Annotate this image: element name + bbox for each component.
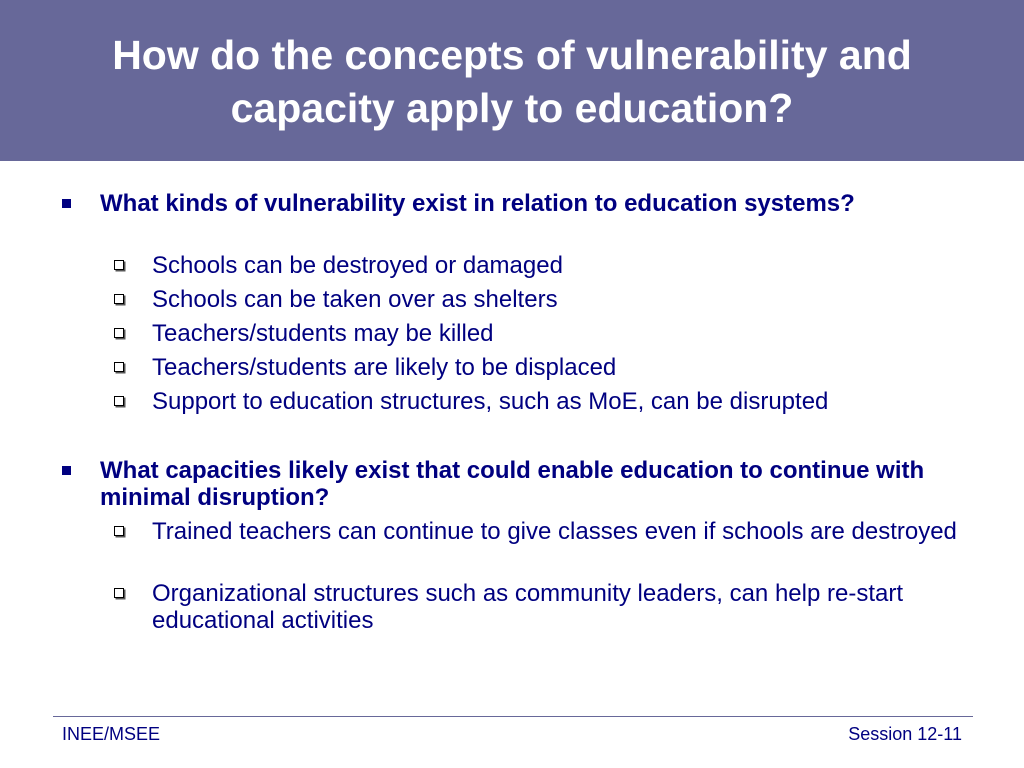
sub-bullet-text: Teachers/students are likely to be displaced <box>152 354 617 381</box>
checkbox-bullet-icon <box>114 328 124 338</box>
checkbox-bullet-icon <box>114 294 124 304</box>
checkbox-bullet-icon <box>114 526 124 536</box>
square-bullet-icon <box>62 199 71 208</box>
bullet-text: What capacities likely exist that could enable education to continue with minimal disruption? <box>100 457 925 511</box>
footer-divider <box>53 716 973 717</box>
checkbox-bullet-icon <box>114 260 124 270</box>
sub-bullet-text: Organizational structures such as community leaders, can help re-start educational activities <box>152 580 903 634</box>
sub-bullet-text: Schools can be taken over as shelters <box>152 286 558 313</box>
sub-bullet-text: Support to education structures, such as MoE, can be disrupted <box>152 388 829 415</box>
sub-bullet-text: Teachers/students may be killed <box>152 320 494 347</box>
slide-title: How do the concepts of vulnerability and capacity apply to education? <box>112 31 912 131</box>
checkbox-bullet-icon <box>114 588 124 598</box>
footer-source: INEE/MSEE <box>62 724 161 744</box>
bullet-text: What kinds of vulnerability exist in relation to education systems? <box>100 190 855 217</box>
checkbox-bullet-icon <box>114 362 124 372</box>
footer-session-number: Session 12-11 <box>848 724 962 744</box>
sub-bullet-text: Trained teachers can continue to give classes even if schools are destroyed <box>152 518 957 545</box>
checkbox-bullet-icon <box>114 396 124 406</box>
sub-bullet-text: Schools can be destroyed or damaged <box>152 252 563 279</box>
square-bullet-icon <box>62 466 71 475</box>
